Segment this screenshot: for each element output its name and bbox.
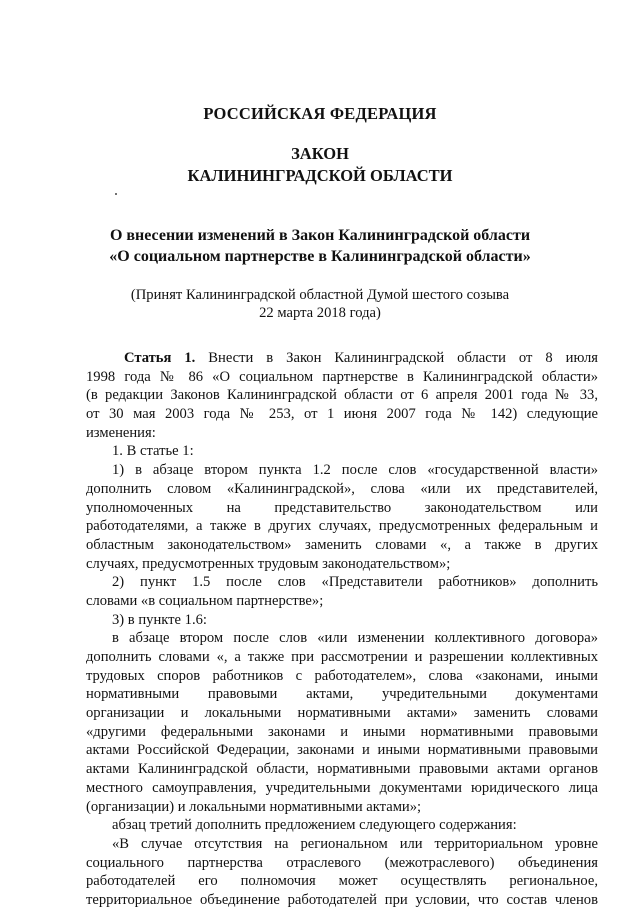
article-line: территориальное объединение работодателей при условии, что состав членов [86,891,598,908]
doc-type-heading: ЗАКОН [291,144,349,163]
article-line: 1) в абзаце втором пункта 1.2 после слов «государственной власти» [112,462,598,479]
article-line: 2) пункт 1.5 после слов «Представители работников» дополнить [112,574,598,591]
article-line: местного самоуправления, учредительными документами юридического лица [86,779,598,796]
country-heading: РОССИЙСКАЯ ФЕДЕРАЦИЯ [203,104,437,123]
article-line: нормативными правовыми актами, учредительными документами [86,686,598,703]
article-line: организации и локальными нормативными актами» заменить словами [86,705,598,722]
article-line: изменения: [86,424,156,441]
article-line: в абзаце втором после слов «или изменении коллективного договора» [112,630,598,647]
adoption-note-line-2: 22 марта 2018 года) [259,305,381,321]
article-label: Статья 1. [124,350,196,366]
article-body [86,349,598,910]
article-line: дополнить словом «Калининградской», слова «или их представителей, [86,480,598,497]
article-line: абзац третий дополнить предложением следующего содержания: [112,817,517,834]
article-line: (в редакции Законов Калининградской области от 6 апреля 2001 года № 33, [86,387,598,404]
article-line: актами Российской Федерации, законами и иными нормативными правовыми [86,742,598,759]
article-line: работодателями, а также в других случаях, предусмотренных федеральным и [86,518,598,535]
article-line: «В случае отсутствия на региональном или территориальном уровне [112,835,598,852]
article-line: словами «в социальном партнерстве»; [86,592,324,609]
article-line: 3) в пункте 1.6: [112,611,207,628]
article-line: работодателей его полномочия может осуществлять региональное, [86,873,598,890]
scan-speck [115,193,117,195]
article-line: областным законодательством» заменить словами «, а также в других [86,536,598,553]
article-line: дополнить словами «, а также при рассмотрении и разрешении коллективных [86,649,598,665]
law-title-line-2: «О социальном партнерстве в Калининградской области» [109,248,531,265]
article-line: 1. В статье 1: [112,443,194,460]
law-title-line-1: О внесении изменений в Закон Калининградской области [109,227,531,244]
article-line: (организации) и локальными нормативными актами»; [86,798,422,815]
article-line: случаях, предусмотренных трудовым законодательством»; [86,555,451,572]
article-line: 1998 года № 86 «О социальном партнерстве в Калининградской области» [86,368,598,385]
article-line: от 30 мая 2003 года № 253, от 1 июня 2007 года № 142) следующие [86,406,598,423]
region-heading: КАЛИНИНГРАДСКОЙ ОБЛАСТИ [187,166,453,185]
article-line: Статья 1. Внести в Закон Калининградской области от 8 июля [124,350,598,366]
article-line: «другими федеральными законами и иными нормативными правовыми [86,723,598,740]
article-line: актами Калининградской области, нормативными правовыми актами органов [86,761,598,778]
article-line: трудовых споров работников с работодателем», слова «законами, иными [86,667,598,684]
article-line: социального партнерства отраслевого (межотраслевого) объединения [86,854,598,871]
adoption-note-line-1: (Принят Калининградской областной Думой шестого созыва [130,287,510,303]
article-line: уполномоченных на представительство законодательством или [86,499,598,516]
